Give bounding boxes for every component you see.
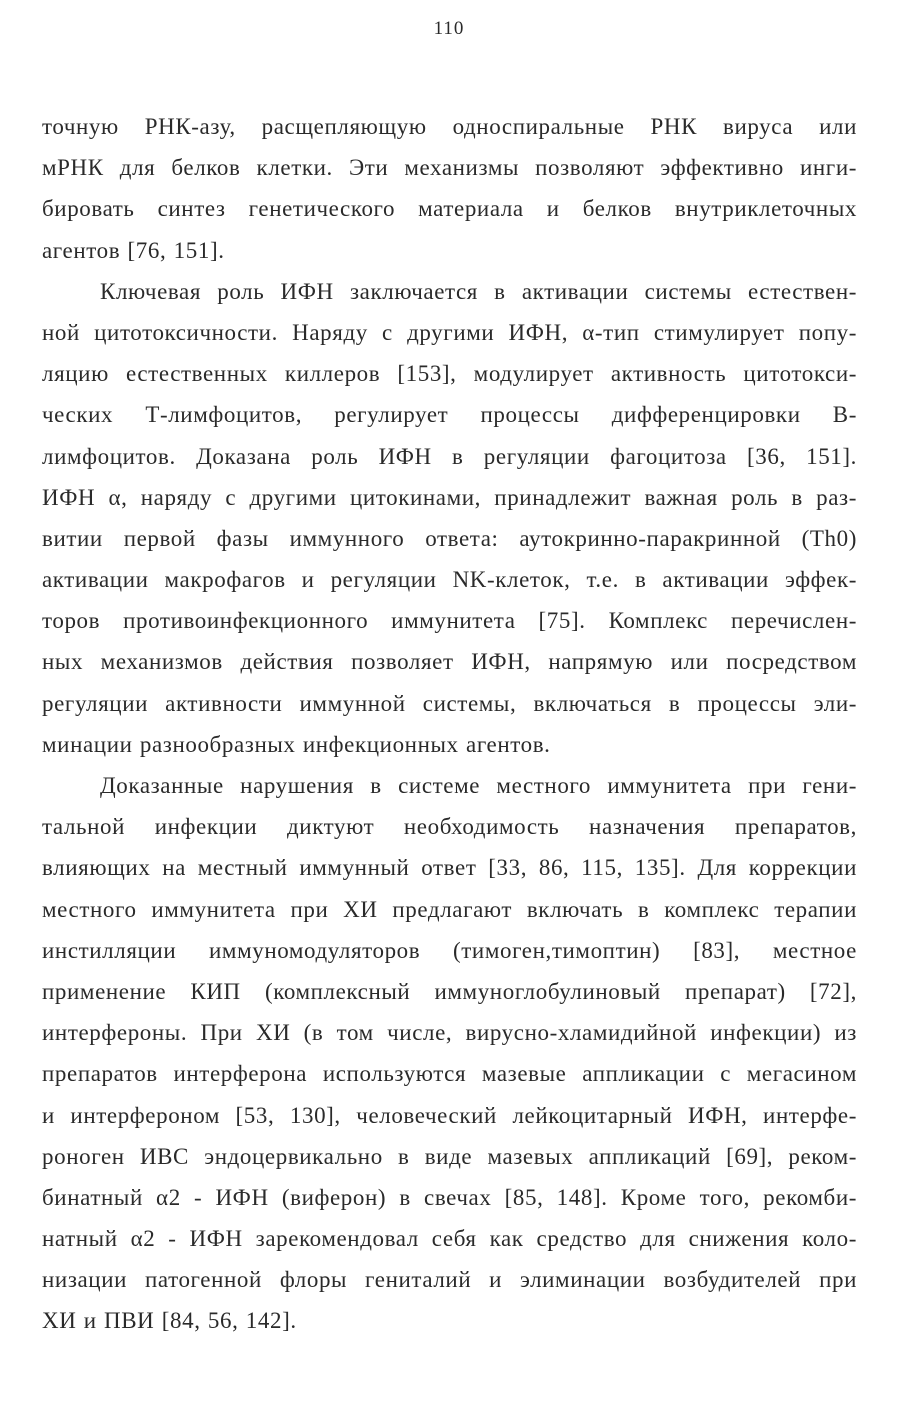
text-line: и интерфероном [53, 130], человеческий лейкоцитарный ИФН, интерфе- (42, 1102, 857, 1128)
text-line: активации макрофагов и регуляции NK-клеток, т.е. в активации эффек- (42, 567, 857, 593)
text-line: влияющих на местный иммунный ответ [33, 86, 115, 135]. Для коррекции (42, 855, 857, 881)
text-line: точную РНК-азу, расщепляющую односпиральные РНК вируса или (42, 114, 857, 139)
text-line: бировать синтез генетического материала и белков внутриклеточных (42, 196, 857, 222)
text-line: мРНК для белков клетки. Эти механизмы позволяют эффективно инги- (42, 155, 857, 181)
paragraph (42, 765, 857, 1342)
text-line: регуляции активности иммунной системы, включаться в процессы эли- (42, 690, 857, 716)
text-line: применение КИП (комплексный иммуноглобулиновый препарат) [72], (42, 978, 857, 1004)
text-line: тальной инфекции диктуют необходимость назначения препаратов, (42, 814, 857, 840)
paragraph (42, 271, 857, 765)
text-line: Ключевая роль ИФН заключается в активации системы естествен- (100, 278, 857, 304)
text-line: бинатный α2 - ИФН (виферон) в свечах [85, 148]. Кроме того, рекомби- (42, 1184, 857, 1210)
paragraph (42, 106, 857, 271)
text-line: натный α2 - ИФН зарекомендовал себя как средство для снижения коло- (42, 1226, 857, 1252)
text-line: ной цитотоксичности. Наряду с другими ИФН, α-тип стимулирует попу- (42, 319, 857, 345)
body-text (42, 106, 857, 1342)
text-line: интерфероны. При ХИ (в том числе, вирусно-хламидийной инфекции) из (42, 1020, 857, 1046)
text-line: агентов [76, 151]. (42, 237, 225, 263)
text-line: препаратов интерферона используются мазевые аппликации с мегасином (42, 1061, 857, 1087)
text-line: ных механизмов действия позволяет ИФН, напрямую или посредством (42, 649, 857, 675)
text-line: ИФН α, наряду с другими цитокинами, принадлежит важная роль в раз- (42, 484, 857, 510)
text-line: местного иммунитета при ХИ предлагают включать в комплекс терапии (42, 896, 857, 922)
text-line: ляцию естественных киллеров [153], модулирует активность цитотокси- (42, 361, 857, 387)
text-line: ХИ и ПВИ [84, 56, 142]. (42, 1308, 297, 1334)
text-line: ческих Т-лимфоцитов, регулирует процессы дифференцировки В- (42, 402, 857, 428)
text-line: низации патогенной флоры гениталий и элиминации возбудителей при (42, 1267, 857, 1293)
text-line: инстилляции иммуномодуляторов (тимоген,тимоптин) [83], местное (42, 937, 857, 963)
text-line: роноген ИВС эндоцервикально в виде мазевых аппликаций [69], реком- (42, 1143, 857, 1169)
text-line: витии первой фазы иммунного ответа: аутокринно-паракринной (Th0) (42, 525, 857, 551)
text-line: минации разнообразных инфекционных агентов. (42, 731, 551, 757)
page-number: 110 (433, 18, 465, 39)
text-line: торов противоинфекционного иммунитета [75]. Комплекс перечислен- (42, 608, 857, 634)
text-line: лимфоцитов. Доказана роль ИФН в регуляции фагоцитоза [36, 151]. (42, 443, 857, 469)
text-line: Доказанные нарушения в системе местного иммунитета при гени- (100, 773, 857, 798)
